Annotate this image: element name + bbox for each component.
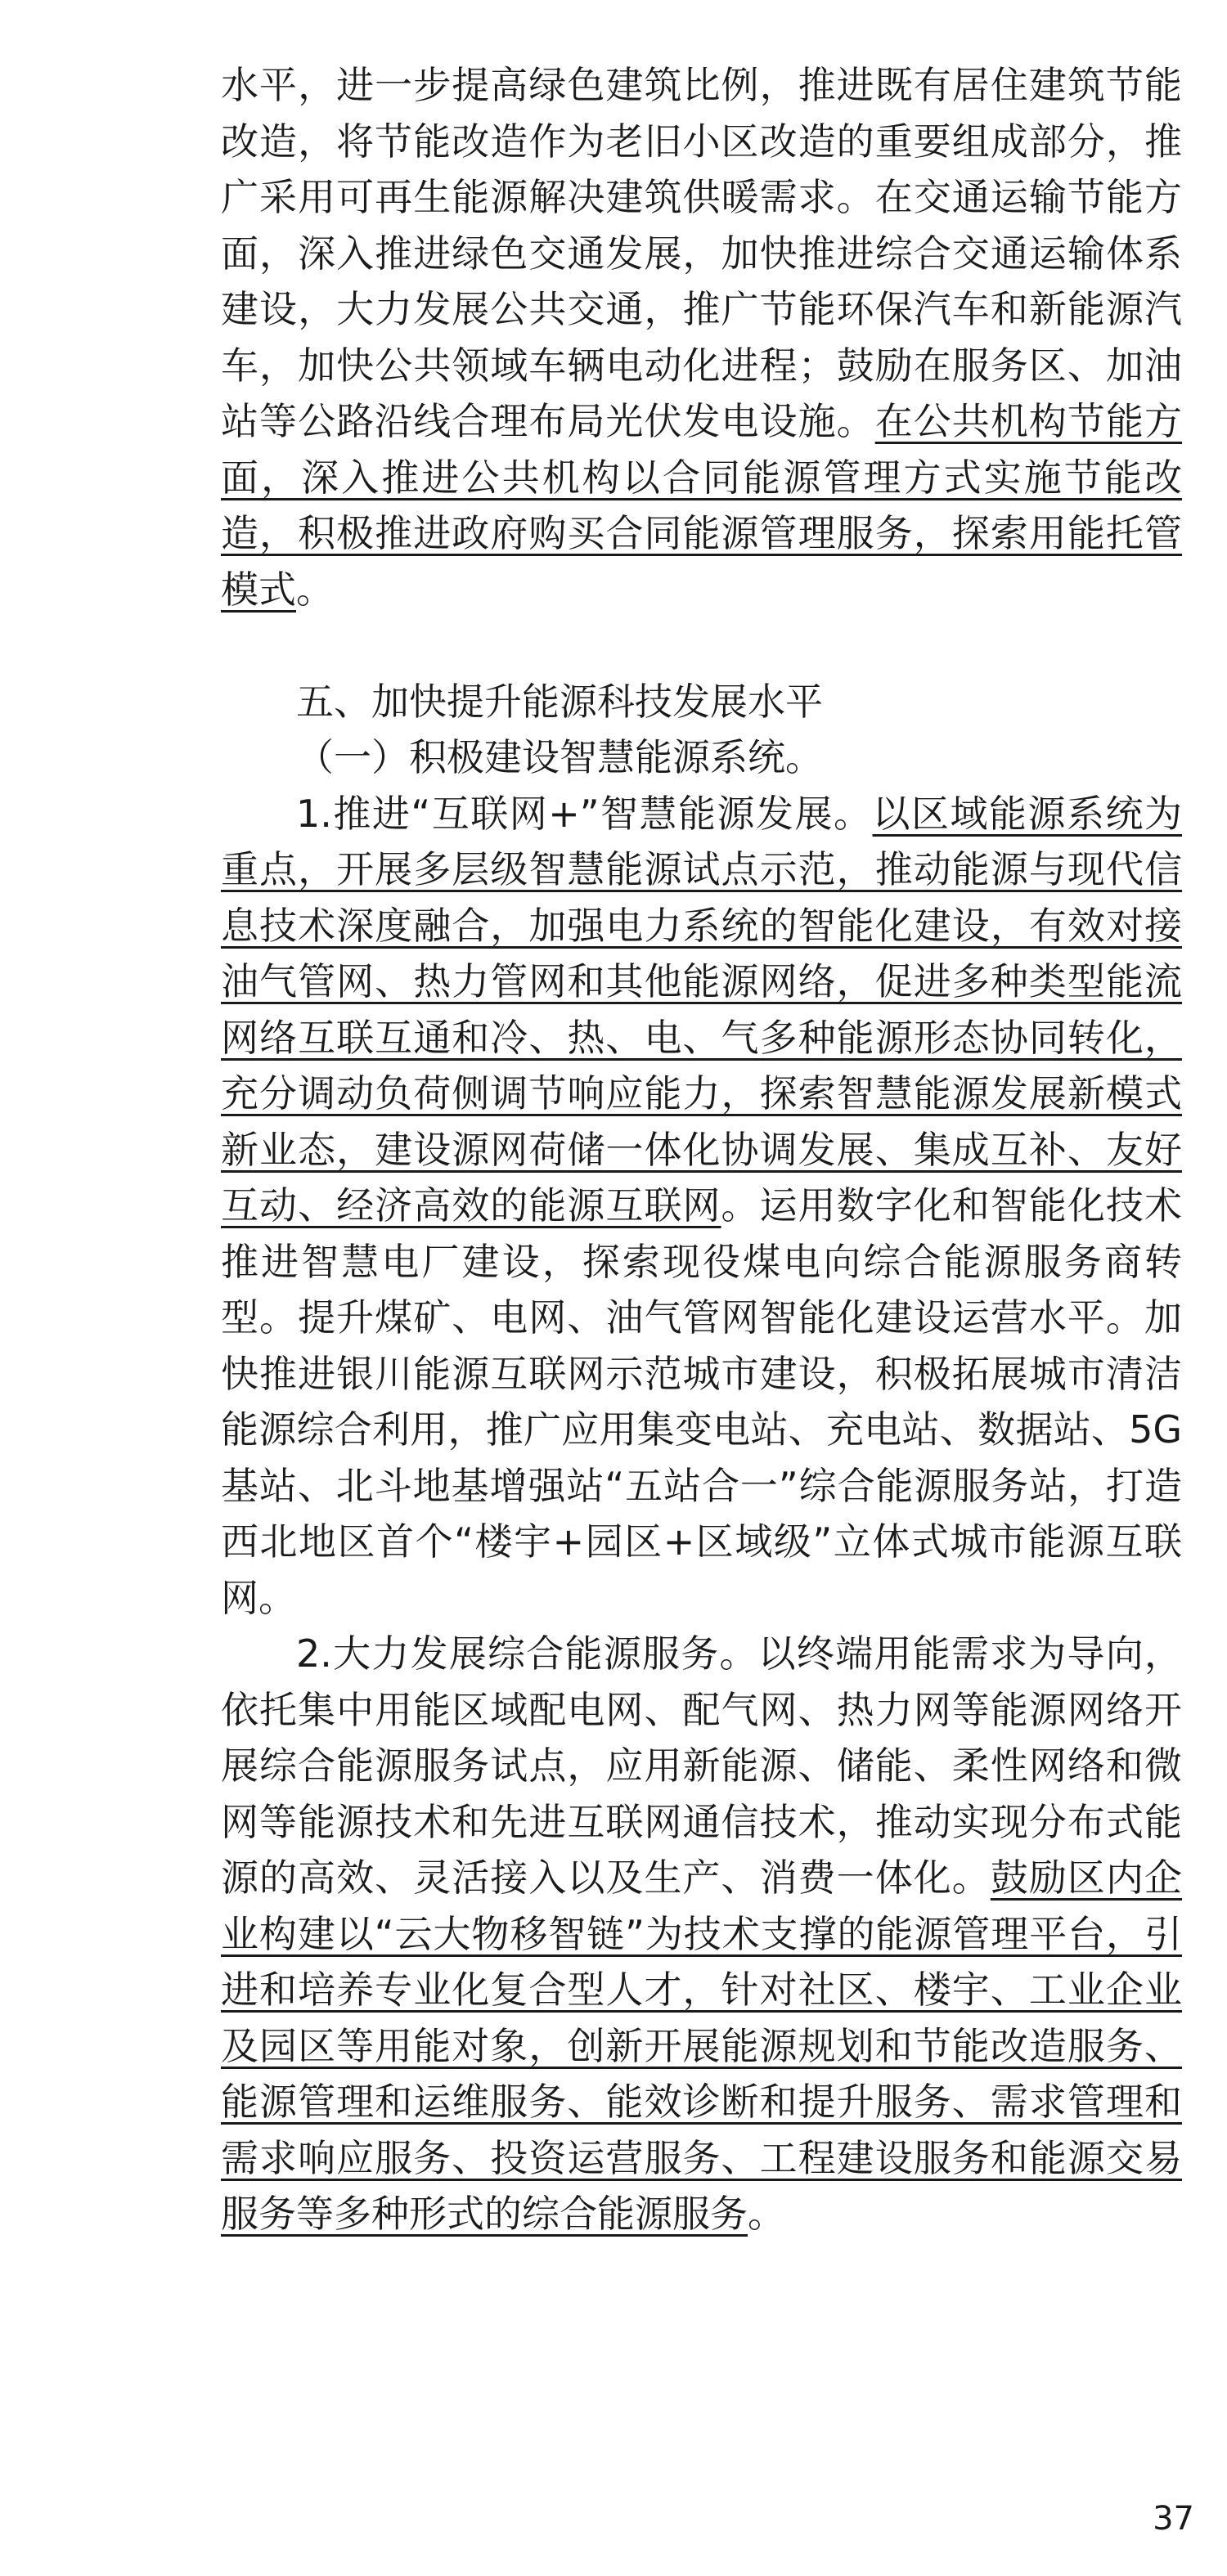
text-run: 水平，进一步提高绿色建筑比例，推进既有居住建筑节能改造，将节能改造作为老旧小区改造的重要组成部分，推广采用可再生能源解决建筑供暖需求。在交通运输节能方面，深入推进绿色交通发展，加快推进综合交通运输体系建设，大力发展公共交通，推广节能环保汽车和新能源汽车，加快公共领域车辆电动化进程；鼓励在服务区、加油站等公路沿线合理布局光伏发电设施。 — [221, 63, 1182, 443]
document-body — [221, 57, 1182, 2242]
text-run: 。 — [748, 2192, 785, 2236]
text-run: 1.推进“互联网+”智慧能源发展。 — [296, 791, 873, 836]
sub-heading: （一）积极建设智慧能源系统。 — [296, 735, 823, 779]
underlined-text: 鼓励区内企业构建以“云大物移智链”为技术支撑的能源管理平台，引进和培养专业化复合型人才，针对社区、楼宇、工业企业及园区等用能对象，创新开展能源规划和节能改造服务、能源管理和运维服务、能效诊断和提升服务、需求管理和需求响应服务、投资运营服务、工程建设服务和能源交易服务等多种形式的综合能源服务 — [221, 1856, 1183, 2236]
paragraph-internet-plus-energy — [221, 786, 1182, 1627]
underlined-text: 在公共机构节能方面，深入推进公共机构以合同能源管理方式实施节能改造，积极推进政府购买合同能源管理服务，探索用能托管模式 — [221, 399, 1183, 612]
paragraph-building-transport-public-energy — [221, 57, 1182, 617]
text-run: 。 — [296, 567, 334, 612]
underlined-text: 以区域能源系统为重点，开展多层级智慧能源试点示范，推动能源与现代信息技术深度融合，加强电力系统的智能化建设，有效对接油气管网、热力管网和其他能源网络，促进多种类型能流网络互联互通和冷、热、电、气多种能源形态协同转化，充分调动负荷侧调节响应能力，探索智慧能源发展新模式新业态，建设源网荷储一体化协调发展、集成互补、友好互动、经济高效的能源互联网 — [221, 791, 1183, 1227]
text-run: 2.大力发展综合能源服务。以终端用能需求为导向，依托集中用能区域配电网、配气网、热力网等能源网络开展综合能源服务试点，应用新能源、储能、柔性网络和微网等能源技术和先进互联网通信技术，推动实现分布式能源的高效、灵活接入以及生产、消费一体化。 — [221, 1631, 1182, 1900]
section-heading: 五、加快提升能源科技发展水平 — [296, 679, 823, 724]
paragraph-integrated-energy-services — [221, 1626, 1182, 2242]
paragraph-gap — [221, 617, 1182, 674]
page-number: 37 — [1153, 2500, 1194, 2538]
text-run: 。运用数字化和智能化技术推进智慧电厂建设，探索现役煤电向综合能源服务商转型。提升煤矿、电网、油气管网智能化建设运营水平。加快推进银川能源互联网示范城市建设，积极拓展城市清洁能源综合利用，推广应用集变电站、充电站、数据站、5G基站、北斗地基增强站“五站合一”综合能源服务站，打造西北地区首个“楼宇+园区+区域级”立体式城市能源互联网。 — [221, 1183, 1183, 1620]
